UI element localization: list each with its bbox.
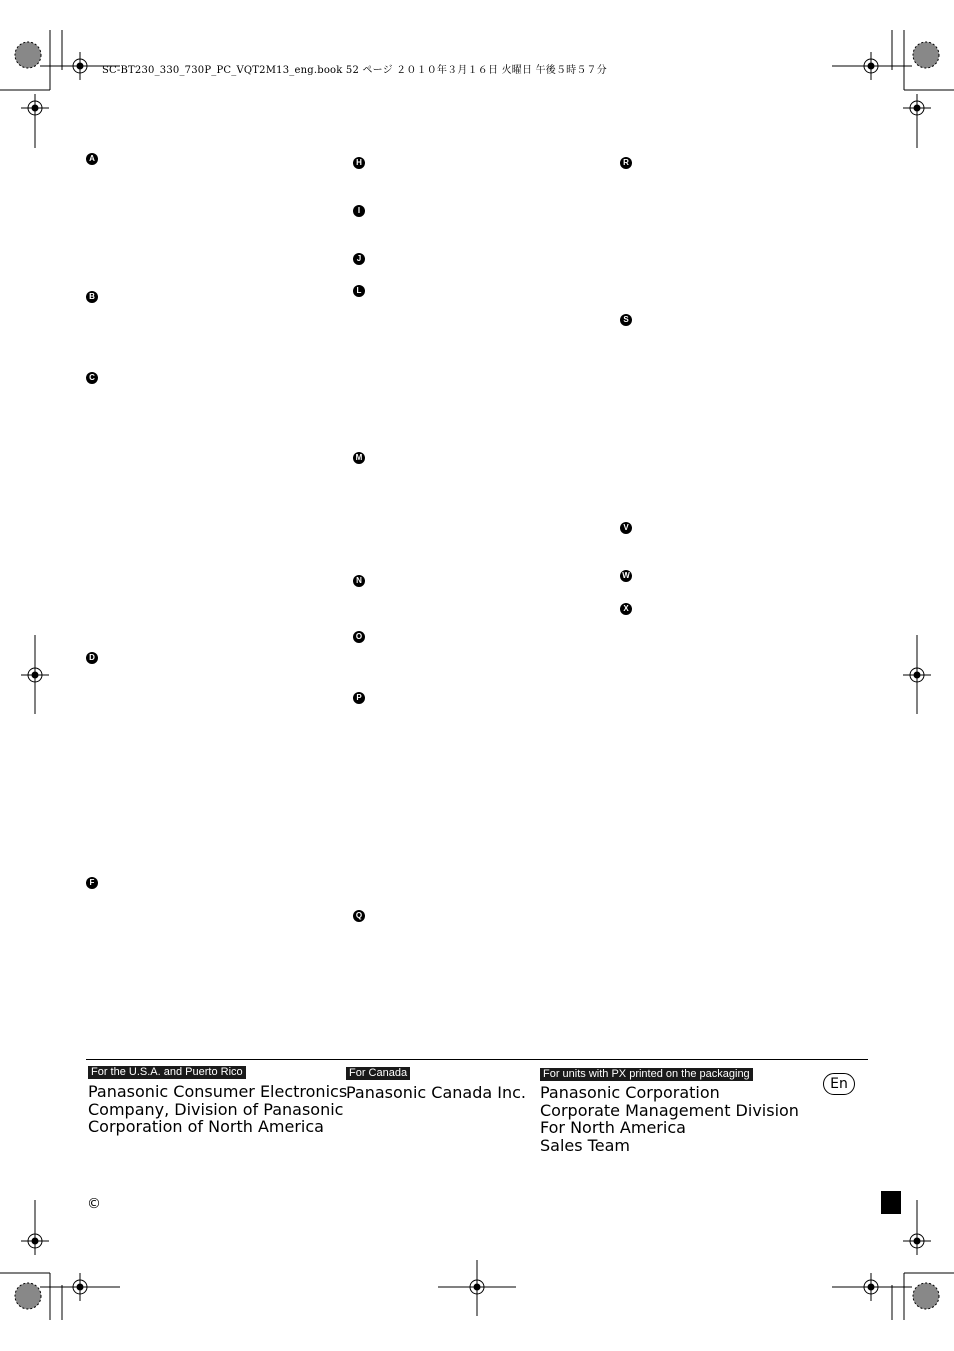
section-bullet-w: W — [620, 570, 632, 582]
address-line: Panasonic Corporation — [540, 1083, 720, 1102]
address-line: Sales Team — [540, 1135, 630, 1155]
file-info-header: SC-BT230_330_730P_PC_VQT2M13_eng.book 52 ページ ２０１０年３月１６日 火曜日 午後５時５７分 — [102, 65, 607, 76]
copyright-symbol: © — [87, 1196, 101, 1212]
canada-region-tag: For Canada — [346, 1067, 410, 1080]
section-bullet-r: R — [620, 157, 632, 169]
section-bullet-l: L — [353, 285, 365, 297]
footer-rule — [86, 1059, 868, 1060]
section-bullet-h: H — [353, 157, 365, 169]
registration-mark — [21, 1227, 49, 1255]
registration-mark — [903, 1227, 931, 1255]
section-bullet-b: B — [86, 291, 98, 303]
section-bullet-a: A — [86, 153, 98, 165]
address-line: Company, Division of Panasonic — [88, 1099, 344, 1119]
canada-company-address — [346, 1084, 526, 1102]
section-bullet-f: F — [86, 877, 98, 889]
section-bullet-i: I — [353, 205, 365, 217]
page-edge-tab — [881, 1191, 901, 1214]
section-bullet-d: D — [86, 652, 98, 664]
address-line: Corporation of North America — [88, 1117, 324, 1136]
registration-mark — [903, 94, 931, 122]
section-bullet-j: J — [353, 253, 365, 265]
px-region-tag: For units with PX printed on the packaging — [540, 1068, 753, 1081]
section-bullet-s: S — [620, 314, 632, 326]
section-bullet-c: C — [86, 372, 98, 384]
address-line: Panasonic Canada Inc. — [346, 1083, 526, 1102]
usa-region-tag: For the U.S.A. and Puerto Rico — [88, 1066, 246, 1079]
section-bullet-v: V — [620, 522, 632, 534]
section-bullet-p: P — [353, 692, 365, 704]
registration-mark — [21, 94, 49, 122]
color-wheel-mark — [913, 42, 939, 68]
usa-company-address — [88, 1083, 347, 1136]
address-line: Panasonic Consumer Electronics — [88, 1082, 348, 1101]
section-bullet-n: N — [353, 575, 365, 587]
section-bullet-q: Q — [353, 910, 365, 922]
color-wheel-mark — [913, 1283, 939, 1309]
address-line: Corporate Management Division — [540, 1100, 799, 1120]
language-badge: En — [823, 1073, 855, 1095]
color-wheel-mark — [15, 1283, 41, 1309]
section-bullet-m: M — [353, 452, 365, 464]
address-line: For North America — [540, 1118, 686, 1137]
px-company-address — [540, 1084, 799, 1154]
section-bullet-x: X — [620, 603, 632, 615]
section-bullet-o: O — [353, 631, 365, 643]
color-wheel-mark — [15, 42, 41, 68]
